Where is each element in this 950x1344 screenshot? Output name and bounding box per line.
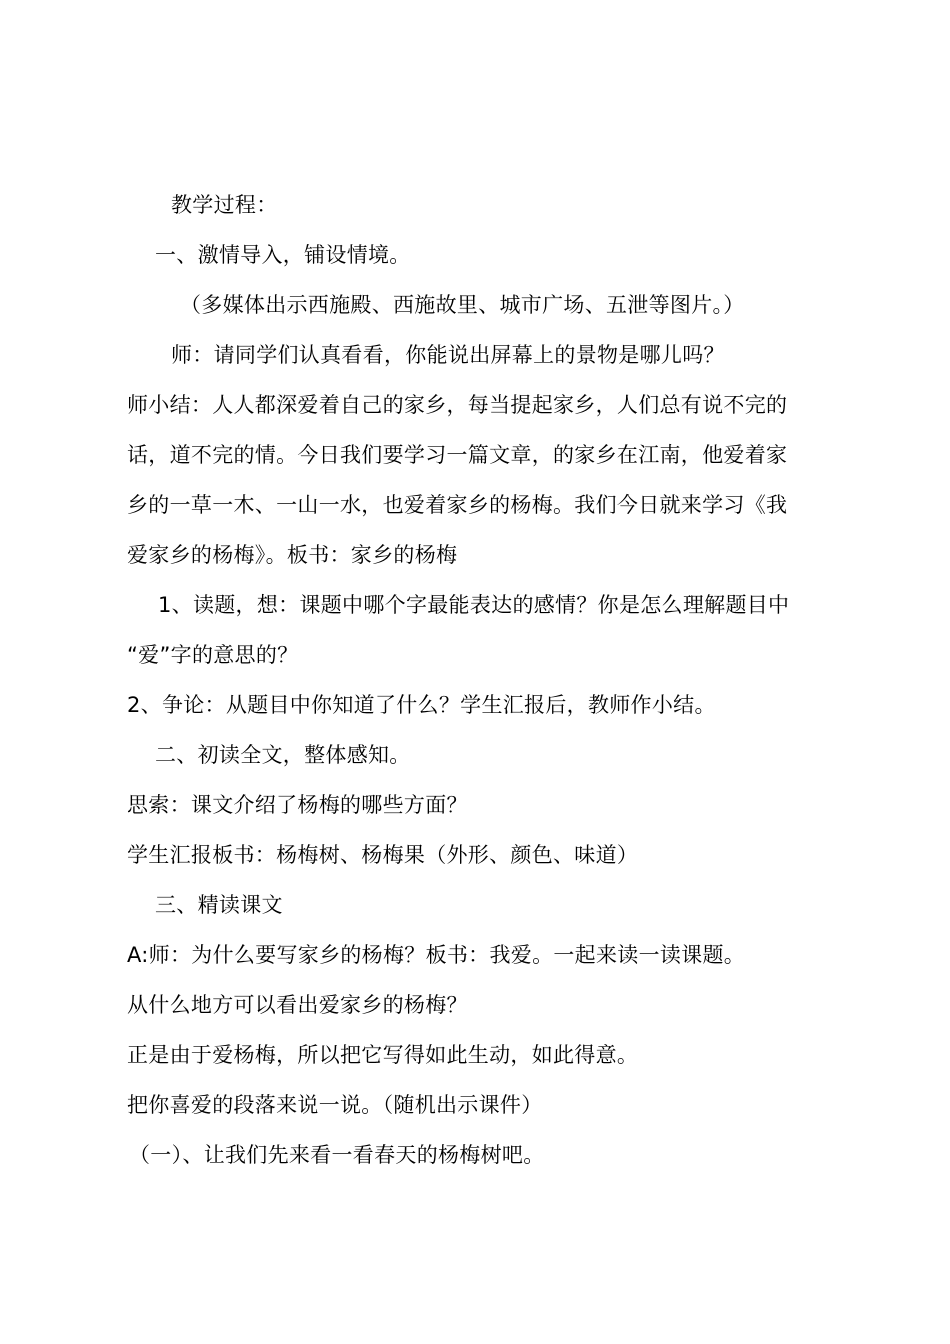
- section-heading-3: 三、精读课文: [155, 893, 283, 917]
- section-heading-teaching-process: 教学过程：: [171, 193, 278, 217]
- paragraph-line: “爱”字的意思的？: [127, 643, 299, 667]
- paragraph-line: 2、争论：从题目中你知道了什么？学生汇报后，教师作小结。: [127, 693, 716, 717]
- paragraph-line: 话，道不完的情。今日我们要学习一篇文章，的家乡在江南，他爱着家: [127, 443, 788, 467]
- paragraph-line: 师：请同学们认真看看，你能说出屏幕上的景物是哪儿吗？: [171, 343, 725, 367]
- paragraph-line: 思索：课文介绍了杨梅的哪些方面？: [127, 793, 468, 817]
- paragraph-line: A:师：为什么要写家乡的杨梅？板书：我爱。一起来读一读课题。: [127, 943, 746, 967]
- paragraph-line: 正是由于爱杨梅，所以把它写得如此生动，如此得意。: [127, 1043, 639, 1067]
- paragraph-line: 1、读题，想：课题中哪个字最能表达的感情？你是怎么理解题目中: [158, 593, 790, 617]
- section-heading-2: 二、初读全文，整体感知。: [155, 743, 411, 767]
- paragraph-line: 从什么地方可以看出爱家乡的杨梅？: [127, 993, 468, 1017]
- paragraph-line: 把你喜爱的段落来说一说。（随机出示课件）: [127, 1093, 543, 1117]
- paragraph-line: 乡的一草一木、一山一水，也爱着家乡的杨梅。我们今日就来学习《我: [127, 493, 788, 517]
- section-heading-1: 一、激情导入，铺设情境。: [155, 243, 411, 267]
- paragraph-line: （一）、让我们先来看一看春天的杨梅树吧。: [129, 1143, 545, 1167]
- paragraph-line: 师小结：人人都深爱着自己的家乡，每当提起家乡，人们总有说不完的: [127, 393, 788, 417]
- paragraph-line: 学生汇报板书：杨梅树、杨梅果（外形、颜色、味道）: [127, 843, 639, 867]
- paragraph-line: 爱家乡的杨梅》。板书：家乡的杨梅: [127, 543, 458, 567]
- paragraph-line: （多媒体出示西施殿、西施故里、城市广场、五泄等图片。）: [180, 293, 745, 317]
